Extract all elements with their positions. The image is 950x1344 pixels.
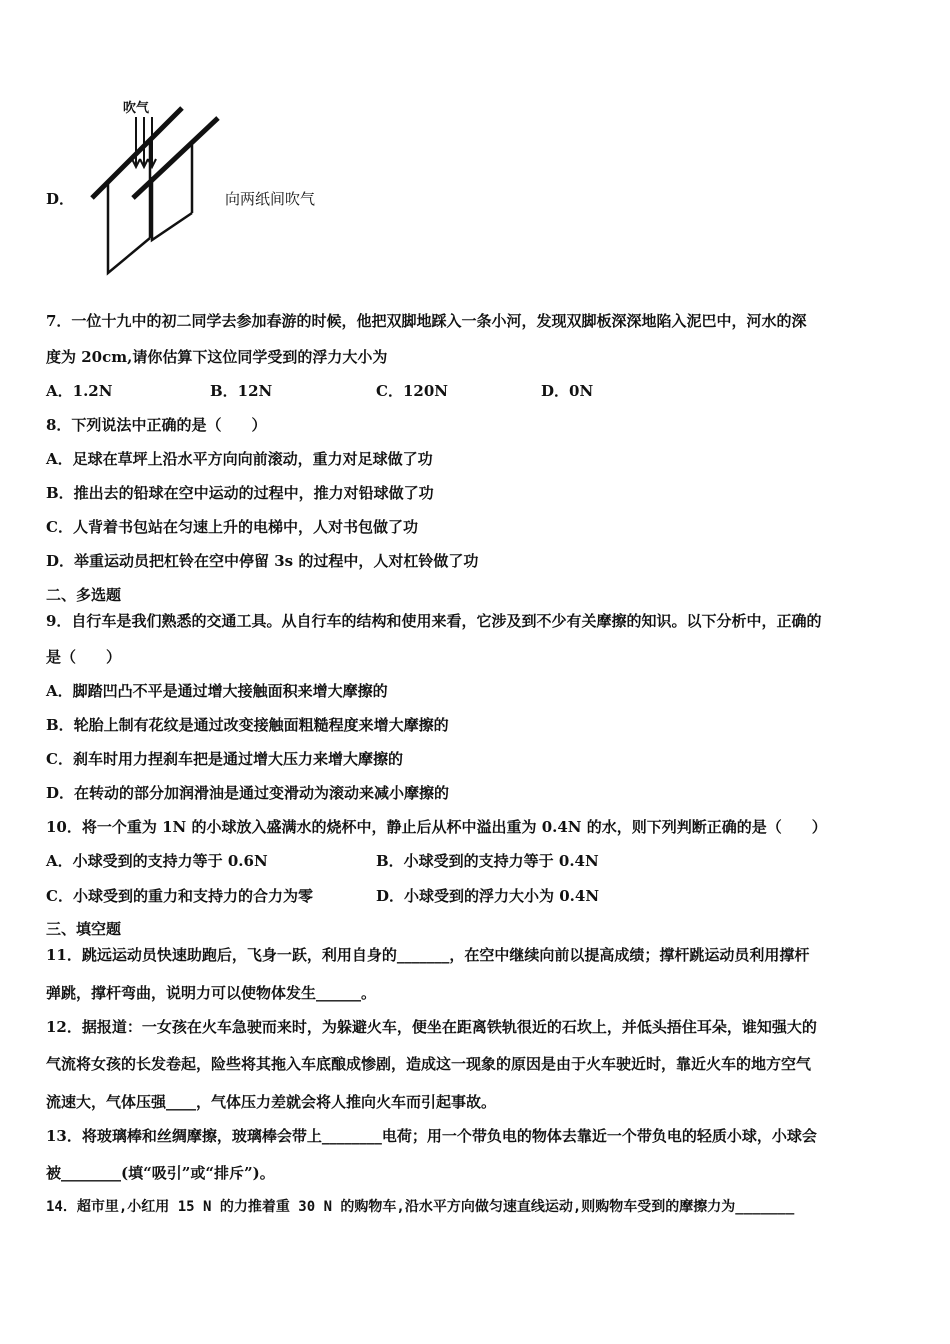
q7-stem-line1: 7．一位十九中的初二同学去参加春游的时候，他把双脚地踩入一条小河，发现双脚板深深地陷入泥巴中，河水的深 (46, 312, 807, 330)
section-fill-in-heading: 三、填空题 (46, 920, 122, 938)
q10-option-b: B．小球受到的支持力等于 0.4N (376, 852, 599, 870)
q12-line3: 流速大，气体压强____，气体压力差就会将人推向火车而引起事故。 (46, 1093, 497, 1111)
section-multiple-choice-heading: 二、多选题 (46, 586, 122, 604)
q9-stem-line1: 9．自行车是我们熟悉的交通工具。从自行车的结构和使用来看，它涉及到不少有关摩擦的知识。以下分析中，正确的 (46, 612, 822, 630)
q10-stem: 10．将一个重为 1N 的小球放入盛满水的烧杯中，静止后从杯中溢出重为 0.4N 的水，则下列判断正确的是（ ） (46, 818, 827, 836)
q9-option-c: C．刹车时用力捏刹车把是通过增大压力来增大摩擦的 (46, 750, 403, 768)
q12-line1: 12．据报道：一女孩在火车急驶而来时，为躲避火车，便坐在距离铁轨很近的石坎上，并低头捂住耳朵，谁知强大的 (46, 1018, 817, 1036)
q9-stem-line2: 是（ ） (46, 648, 122, 666)
q7-option-c: C．120N (376, 382, 448, 400)
arrow-icon (132, 117, 156, 167)
q10-option-c: C．小球受到的重力和支持力的合力为零 (46, 887, 313, 905)
figure-blow-label: 吹气 (123, 101, 150, 116)
q7-option-a: A．1.2N (46, 382, 113, 400)
q8-option-b: B．推出去的铅球在空中运动的过程中，推力对铅球做了功 (46, 484, 434, 502)
q8-option-d: D．举重运动员把杠铃在空中停留 3s 的过程中，人对杠铃做了功 (46, 552, 479, 570)
q6-option-d-label: D． (46, 190, 75, 208)
q11-line1: 11．跳远运动员快速助跑后，飞身一跃，利用自身的_______，在空中继续向前以提高成绩；撑杆跳运动员利用撑杆 (46, 946, 810, 964)
q9-option-a: A．脚踏凹凸不平是通过增大接触面积来增大摩擦的 (46, 682, 388, 700)
q8-option-a: A．足球在草坪上沿水平方向向前滚动，重力对足球做了功 (46, 450, 433, 468)
q7-option-d: D．0N (541, 382, 594, 400)
q8-stem: 8．下列说法中正确的是（ ） (46, 416, 267, 434)
q13-line2: 被________(填“吸引”或“排斥”)。 (46, 1164, 275, 1182)
blowing-between-papers-figure (90, 95, 230, 280)
q7-stem-line2: 度为 20cm,请你估算下这位同学受到的浮力大小为 (46, 348, 388, 366)
q13-line1: 13．将玻璃棒和丝绸摩擦，玻璃棒会带上________电荷；用一个带负电的物体去靠近一个带负电的轻质小球，小球会 (46, 1127, 817, 1145)
q14-line1: 14．超市里,小红用 15 N 的力推着重 30 N 的购物车,沿水平方向做匀速直线运动,则购物车受到的摩擦力为_______ (46, 1199, 795, 1215)
q11-line2: 弹跳，撑杆弯曲，说明力可以使物体发生______。 (46, 984, 377, 1002)
q7-option-b: B．12N (210, 382, 273, 400)
q6-option-d-caption: 向两纸间吹气 (225, 190, 316, 208)
q8-option-c: C．人背着书包站在匀速上升的电梯中，人对书包做了功 (46, 518, 418, 536)
q12-line2: 气流将女孩的长发卷起，险些将其拖入车底酿成惨剧，造成这一现象的原因是由于火车驶近时，靠近火车的地方空气 (46, 1055, 812, 1073)
q9-option-b: B．轮胎上制有花纹是通过改变接触面粗糙程度来增大摩擦的 (46, 716, 449, 734)
q10-option-a: A．小球受到的支持力等于 0.6N (46, 852, 268, 870)
q9-option-d: D．在转动的部分加润滑油是通过变滑动为滚动来减小摩擦的 (46, 784, 450, 802)
q10-option-d: D．小球受到的浮力大小为 0.4N (376, 887, 600, 905)
